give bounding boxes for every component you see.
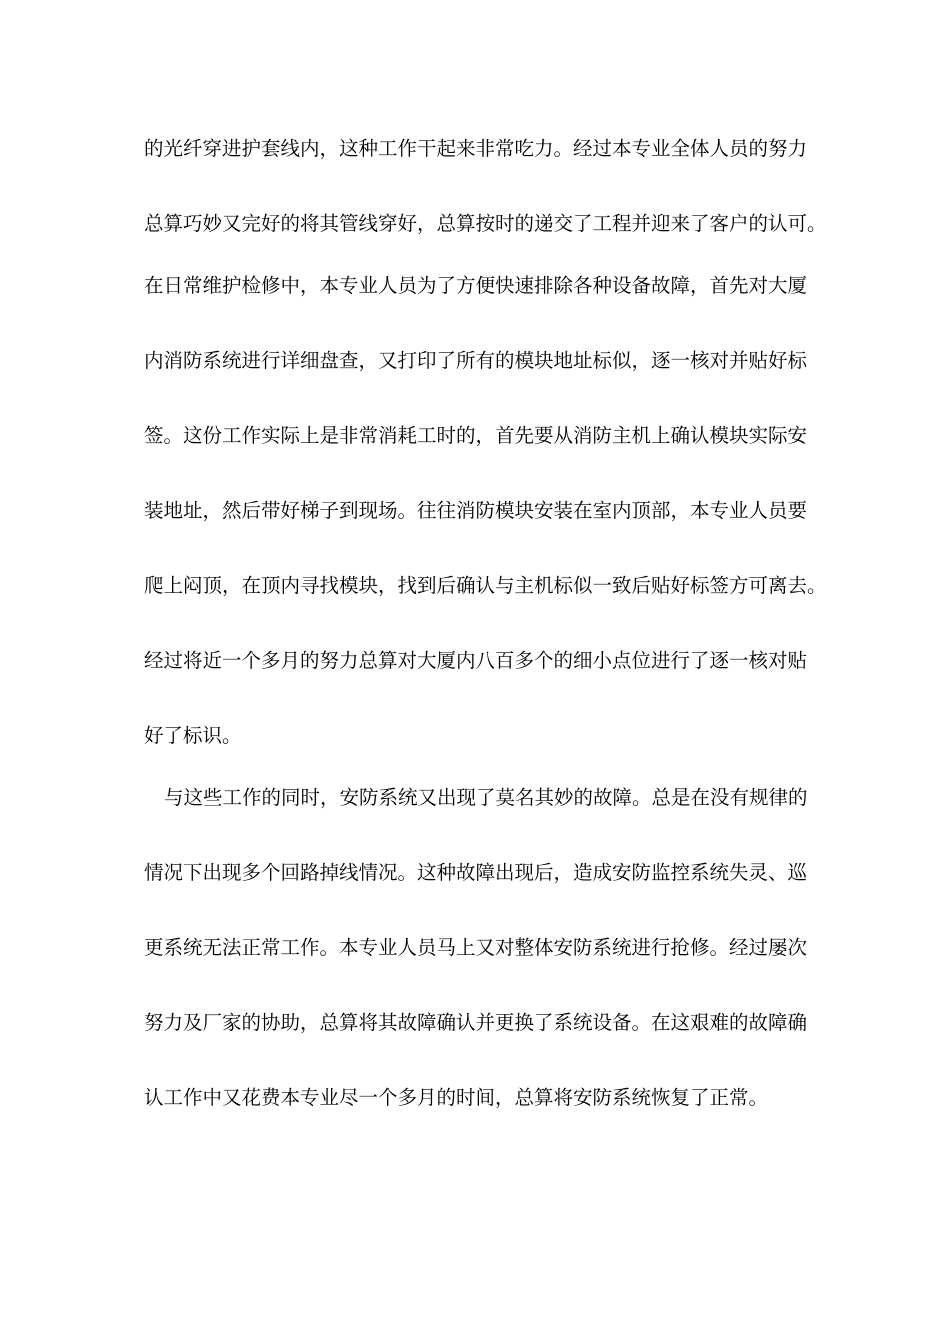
text-line-7: 爬上闷顶，在顶内寻找模块，找到后确认与主机标似一致后贴好标签方可离去。	[144, 574, 827, 597]
text-line-5: 签。这份工作实际上是非常消耗工时的，首先要从消防主机上确认模块实际安	[144, 424, 808, 447]
text-line-13: 努力及厂家的协助，总算将其故障确认并更换了系统设备。在这艰难的故障确	[144, 1011, 808, 1034]
text-line-12: 更系统无法正常工作。本专业人员马上又对整体安防系统进行抢修。经过屡次	[144, 936, 808, 959]
text-line-11: 情况下出现多个回路掉线情况。这种故障出现后，造成安防监控系统失灵、巡	[144, 861, 808, 884]
text-line-9: 好了标识。	[144, 724, 242, 747]
text-line-10: 与这些工作的同时，安防系统又出现了莫名其妙的故障。总是在没有规律的	[164, 786, 808, 809]
text-line-6: 装地址，然后带好梯子到现场。往往消防模块安装在室内顶部，本专业人员要	[144, 499, 808, 522]
text-line-2: 总算巧妙又完好的将其管线穿好，总算按时的递交了工程并迎来了客户的认可。	[144, 212, 827, 235]
text-line-3: 在日常维护检修中，本专业人员为了方便快速排除各种设备故障，首先对大厦	[144, 274, 808, 297]
text-line-14: 认工作中又花费本专业尽一个多月的时间，总算将安防系统恢复了正常。	[144, 1086, 769, 1109]
text-line-1: 的光纤穿进护套线内，这种工作干起来非常吃力。经过本专业全体人员的努力	[144, 137, 808, 160]
text-line-4: 内消防系统进行详细盘查，又打印了所有的模块地址标似，逐一核对并贴好标	[144, 349, 808, 372]
text-line-8: 经过将近一个多月的努力总算对大厦内八百多个的细小点位进行了逐一核对贴	[144, 649, 808, 672]
